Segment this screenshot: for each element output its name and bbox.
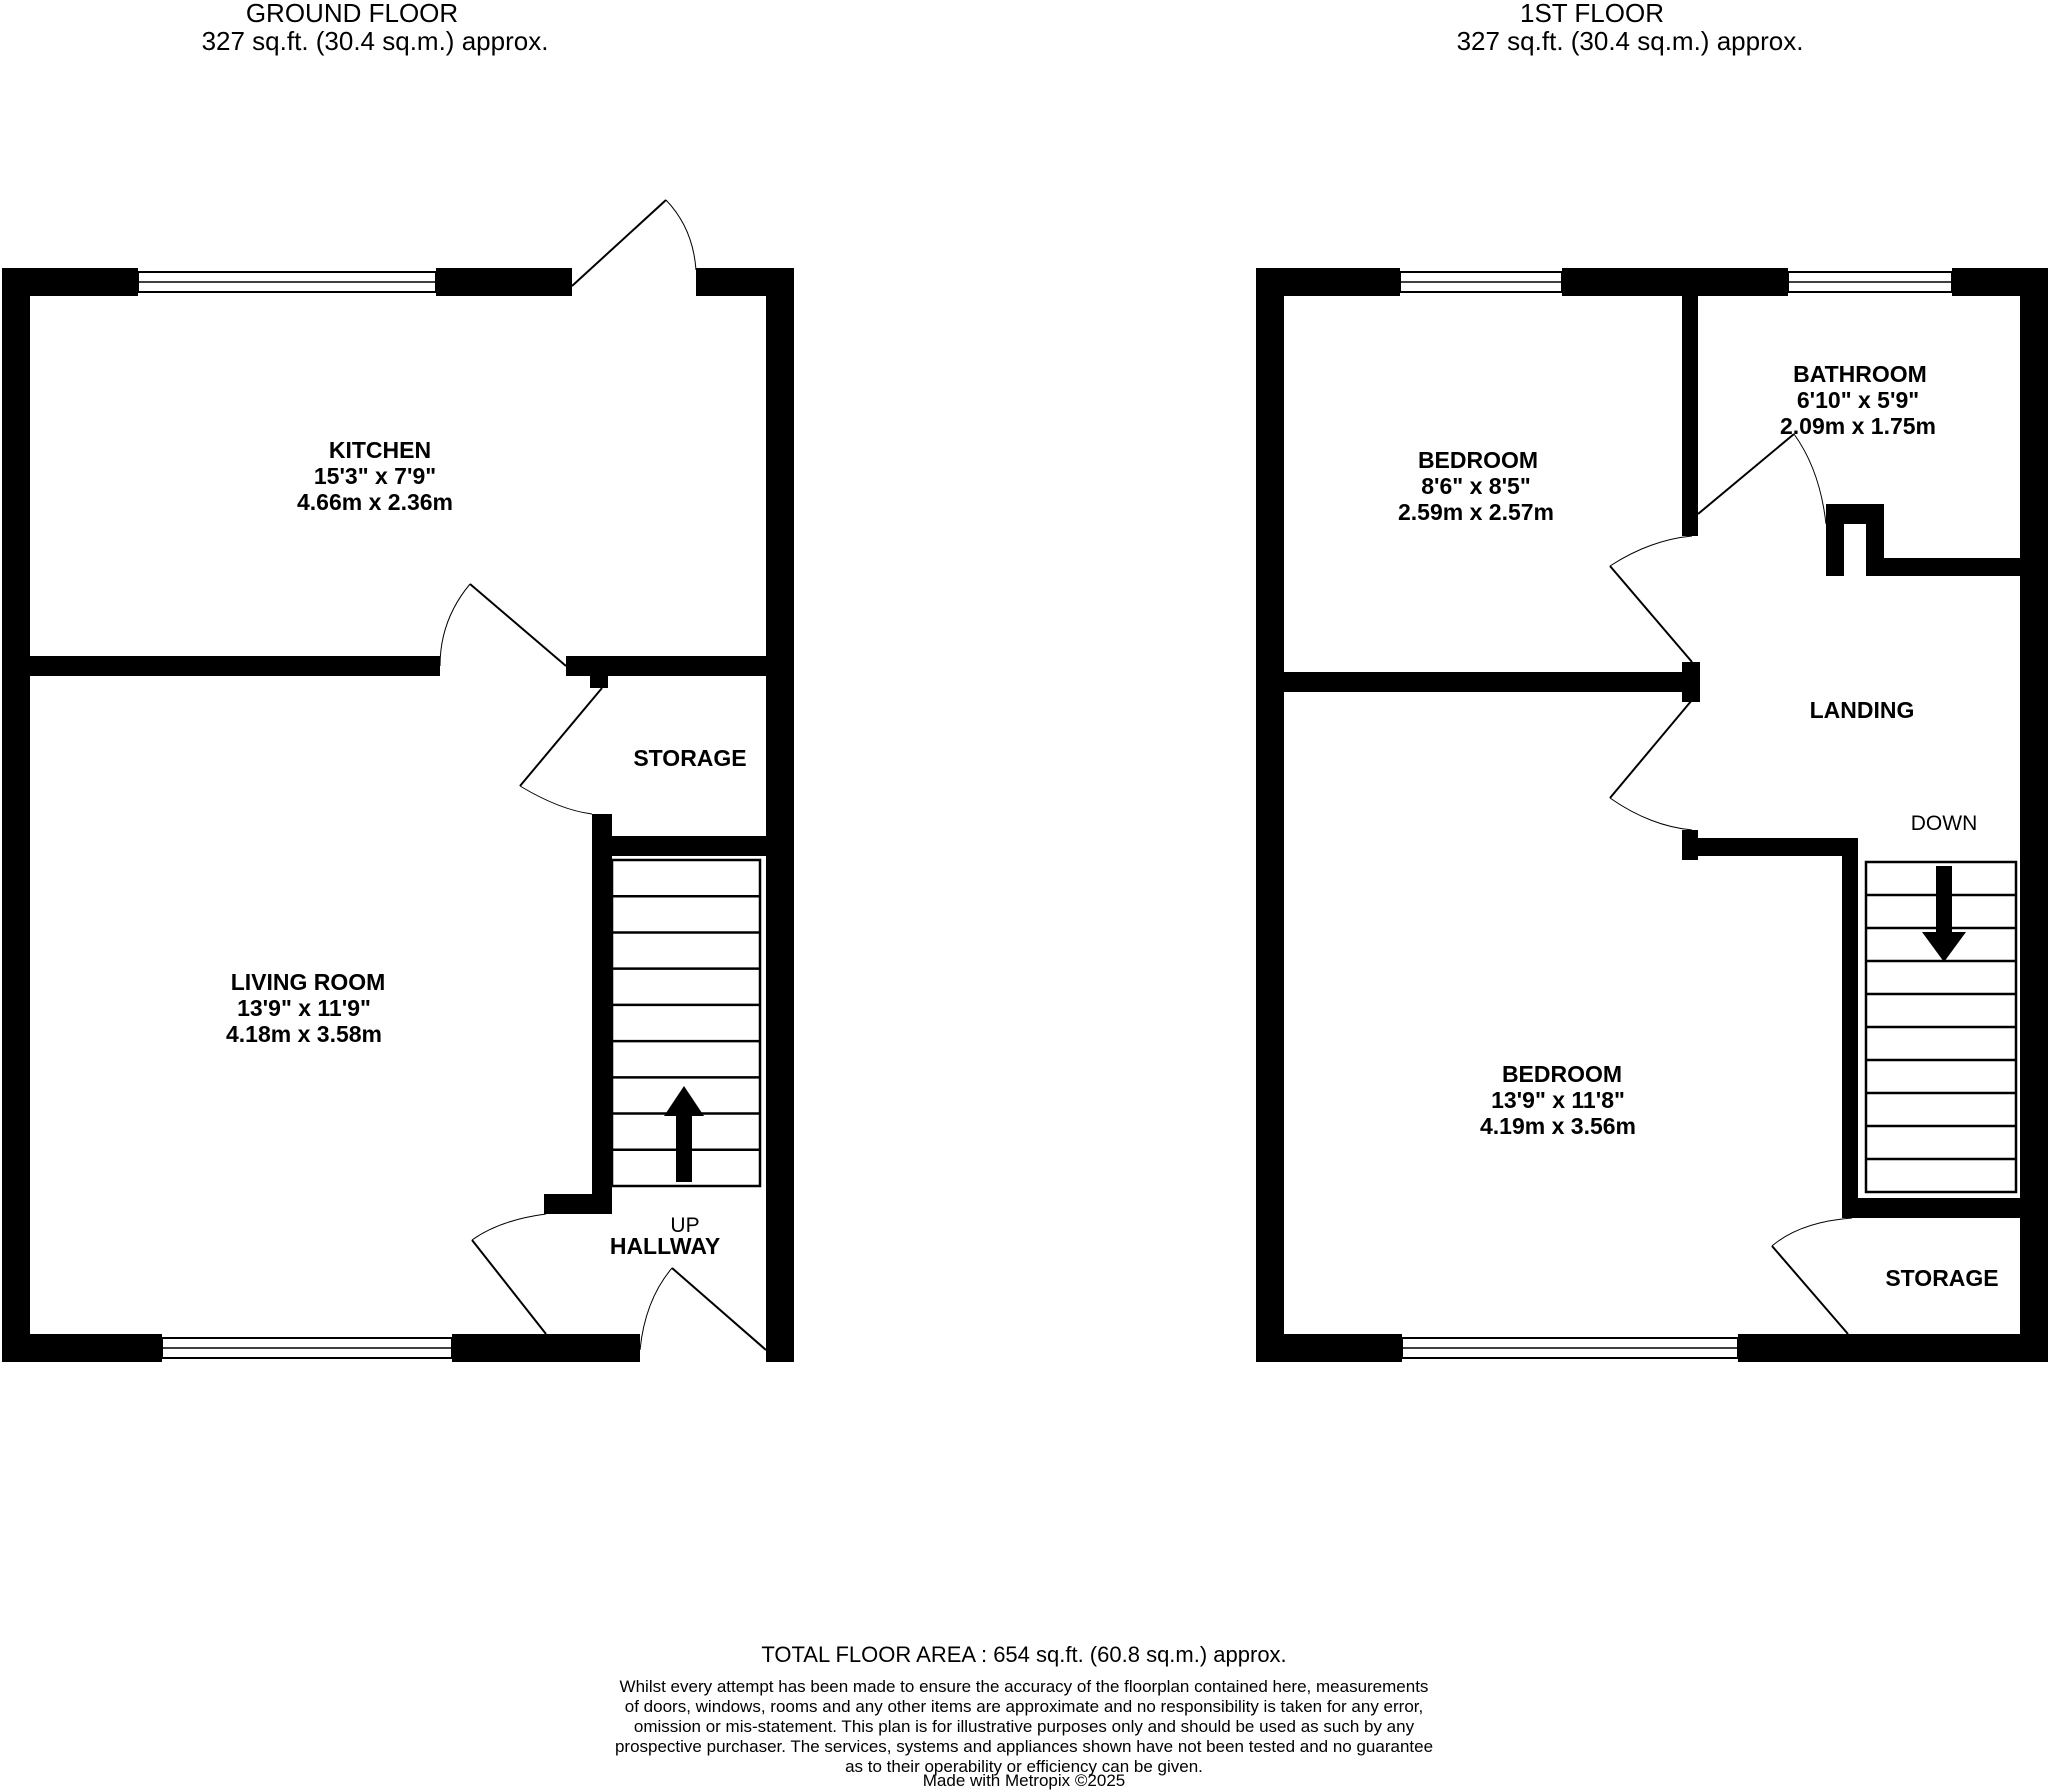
ff-wall-east [2020,268,2048,1362]
ground-floor-title: GROUND FLOOR [245,0,459,28]
large-bedroom-label: BEDROOM [1501,1061,1623,1087]
ff-wall-south-b [1738,1334,2048,1362]
ff-wall-stub [1682,662,1700,702]
large-bedroom-imperial: 13'9" x 11'8" [1491,1087,1625,1113]
wall-kitchen-storage [566,656,766,676]
ff-storage-door [1772,1218,1852,1334]
wall-west [2,268,30,1362]
disclaimer-line: omission or mis-statement. This plan is for illustrative purposes only and should be used as such by any [633,1717,1415,1736]
stairs-down-label: DOWN [1910,812,1978,835]
ff-wall-stair-west [1842,838,1858,1218]
front-door [640,1268,766,1350]
kitchen-door [440,584,566,666]
bathroom-window [1788,272,1952,292]
large-bedroom-window [1402,1338,1738,1358]
wall-kitchen-living [30,656,440,676]
small-bedroom-imperial: 8'6" x 8'5" [1421,473,1531,499]
kitchen-imperial: 15'3" x 7'9" [313,463,437,489]
kitchen-label: KITCHEN [328,437,432,463]
small-bedroom-metric: 2.59m x 2.57m [1397,499,1555,525]
large-bedroom-door [1610,700,1692,830]
ground-floor-stairs [612,860,760,1186]
wall-storage-stair [612,836,766,856]
first-floor-plan [1256,0,2048,1362]
landing-label: LANDING [1809,697,1915,723]
bathroom-imperial: 6'10" x 5'9" [1796,387,1920,413]
ff-wall-south-a [1256,1334,1402,1362]
disclaimer-line: of doors, windows, rooms and any other items are approximate and no responsibility is taken for any error, [624,1697,1424,1716]
gf-storage-label: STORAGE [633,745,747,771]
living-room-label: LIVING ROOM [230,969,386,995]
small-bedroom-label: BEDROOM [1417,447,1539,473]
wall-south-b [452,1334,640,1362]
footer [615,1642,1433,1790]
ff-wall-bedrooms [1284,672,1684,692]
bathroom-door [1698,434,1826,524]
disclaimer-line: prospective purchaser. The services, systems and appliances shown have not been tested and no guarantee [614,1737,1434,1756]
ground-floor-area: 327 sq.ft. (30.4 sq.m.) approx. [201,26,549,56]
small-bedroom-door [1610,536,1692,662]
wall-east [766,268,794,1362]
wall-hallway-stub [544,1194,612,1214]
living-room-imperial: 13'9" x 11'9" [237,995,371,1021]
kitchen-metric: 4.66m x 2.36m [296,489,454,515]
ground-floor-plan [2,0,794,1362]
living-room-door [472,1214,546,1334]
ff-storage-label: STORAGE [1885,1265,1999,1291]
living-room-window [162,1338,452,1358]
wall-north-b [436,268,572,296]
hallway-label: HALLWAY [609,1233,721,1259]
ff-wall-north-b [1562,268,1788,296]
first-floor-stairs [1866,862,2016,1192]
back-door [572,200,696,286]
wall-north-a [2,268,138,296]
living-room-metric: 4.18m x 3.58m [225,1021,383,1047]
ff-bath-wall-d [1866,558,2020,576]
first-floor-area: 327 sq.ft. (30.4 sq.m.) approx. [1456,26,1804,56]
disclaimer-line: Whilst every attempt has been made to ensure the accuracy of the floorplan contained here, measurements [619,1677,1429,1696]
wall-south-a [2,1334,162,1362]
credit: Made with Metropix ©2025 [922,1771,1126,1790]
bathroom-metric: 2.09m x 1.75m [1779,413,1937,439]
wall-stub [590,676,608,688]
kitchen-window [138,272,436,292]
wall-stair-west [592,814,612,1194]
ff-wall-storage [1842,1198,2020,1218]
disclaimer-line: as to their operability or efficiency can be given. [845,1757,1203,1776]
bathroom-label: BATHROOM [1793,361,1927,387]
storage-door [520,688,602,814]
stairs-up-label: UP [670,1214,700,1237]
ff-wall-landing-stair [1682,838,1858,856]
first-floor-title: 1ST FLOOR [1519,0,1665,28]
ff-wall-bedroom-bathroom [1682,296,1698,536]
ff-wall-west [1256,268,1284,1362]
ff-wall-north-a [1256,268,1400,296]
small-bedroom-window [1400,272,1562,292]
large-bedroom-metric: 4.19m x 3.56m [1479,1113,1637,1139]
total-floor-area: TOTAL FLOOR AREA : 654 sq.ft. (60.8 sq.m.) approx. [761,1642,1287,1667]
